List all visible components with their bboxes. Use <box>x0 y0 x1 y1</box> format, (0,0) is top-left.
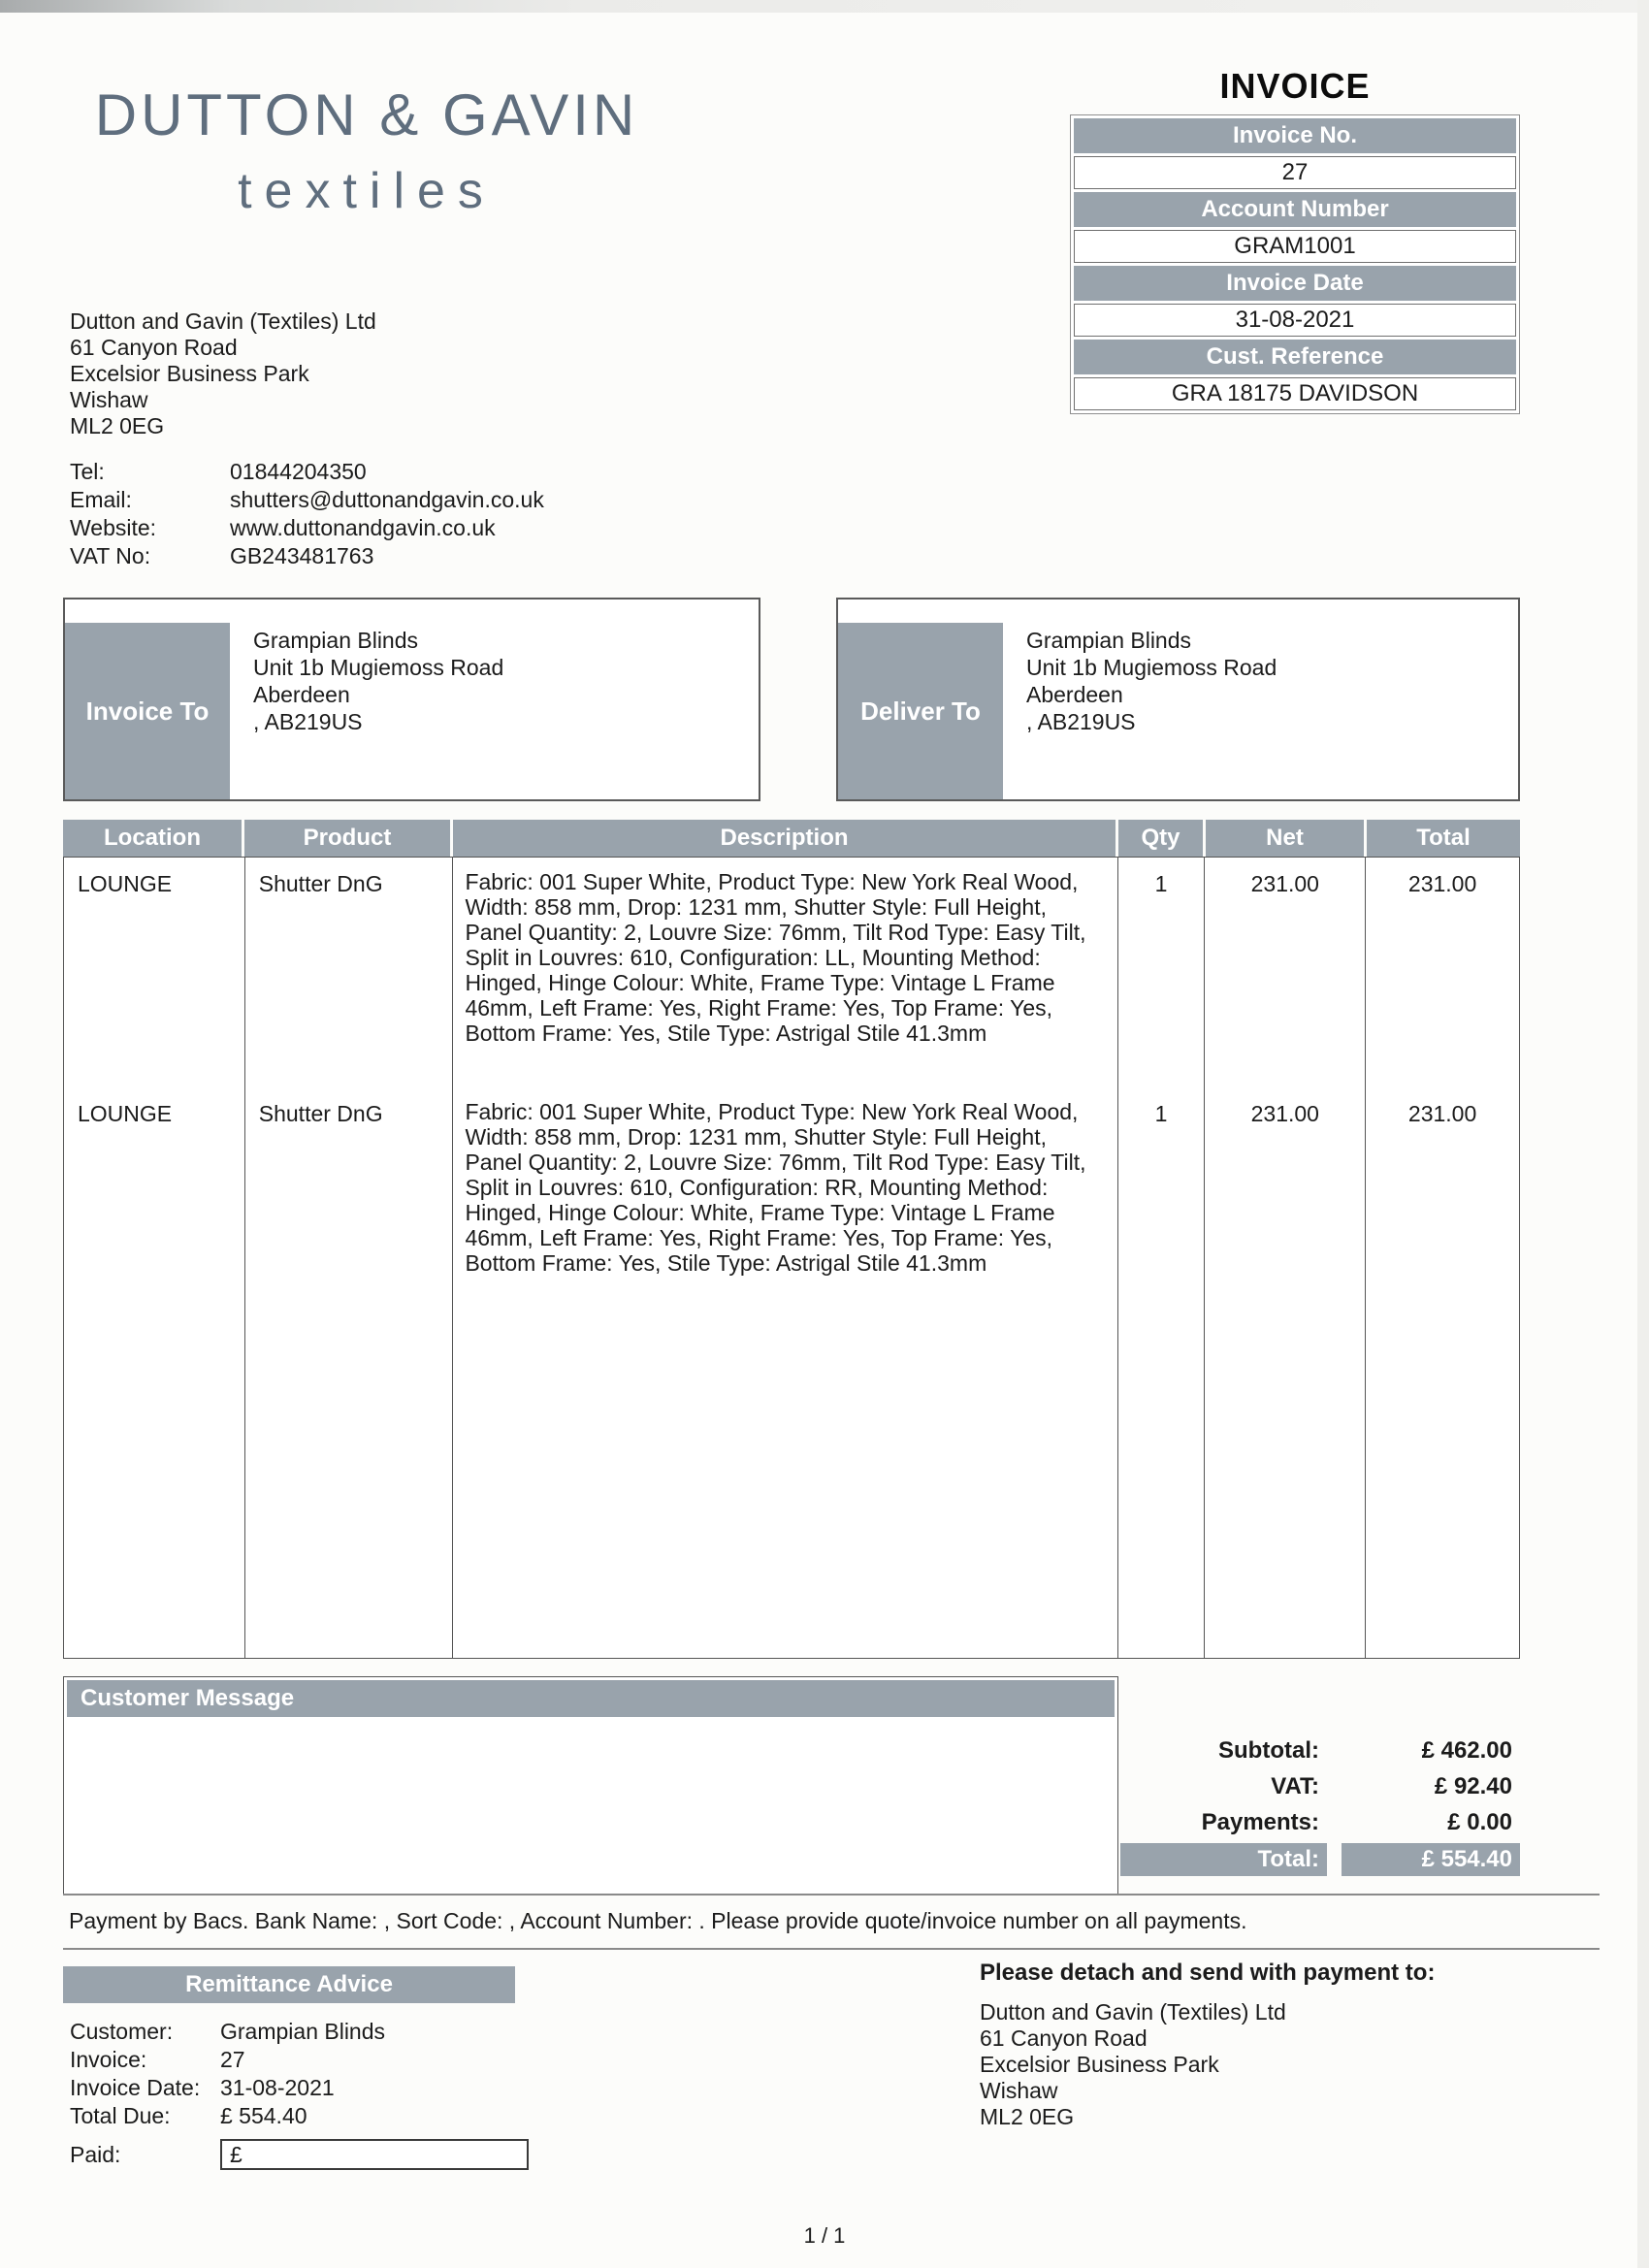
deliver-to-tag: Deliver To <box>838 623 1003 799</box>
remit-customer-label: Customer: <box>70 2019 174 2044</box>
remit-total-due-row <box>70 2102 529 2130</box>
scan-edge-artifact-right <box>1637 0 1649 2268</box>
detach-address-line: Dutton and Gavin (Textiles) Ltd <box>980 1999 1286 2025</box>
website-label: Website: <box>70 515 157 540</box>
company-address-line: Wishaw <box>70 387 148 412</box>
item-2-location: LOUNGE <box>78 1101 173 1126</box>
email-value: shutters@duttonandgavin.co.uk <box>230 487 544 512</box>
customer-message-header: Customer Message <box>67 1680 1115 1717</box>
vat-value: GB243481763 <box>230 543 374 568</box>
vat-label: VAT No: <box>70 543 151 568</box>
invoice-to-line: Aberdeen <box>253 682 350 707</box>
invoice-no-value: 27 <box>1074 156 1516 189</box>
invoice-to-line: Unit 1b Mugiemoss Road <box>253 655 504 680</box>
detach-block <box>980 1960 1435 2130</box>
item-2-product: Shutter DnG <box>258 1101 383 1126</box>
company-name: Dutton and Gavin (Textiles) Ltd <box>70 308 376 334</box>
customer-message-text <box>64 1720 1117 1735</box>
vat-row <box>1120 1768 1520 1804</box>
totals-block <box>1120 1733 1520 1879</box>
item-1-product: Shutter DnG <box>258 871 383 896</box>
column-qty <box>1118 858 1206 1658</box>
detach-address-line: ML2 0EG <box>980 2104 1075 2129</box>
email-label: Email: <box>70 487 132 512</box>
remit-invoice-date-label: Invoice Date: <box>70 2075 201 2100</box>
vat-total-value: £ 92.40 <box>1434 1772 1512 1799</box>
account-number-value: GRAM1001 <box>1074 230 1516 263</box>
remittance-advice-header: Remittance Advice <box>63 1966 515 2003</box>
grand-total-value: £ 554.40 <box>1342 1843 1520 1876</box>
col-header-location: Location <box>63 820 244 857</box>
remit-total-due-value: £ 554.40 <box>220 2103 307 2128</box>
invoice-date-label: Invoice Date <box>1074 266 1516 301</box>
col-header-product: Product <box>244 820 453 857</box>
item-1-location: LOUNGE <box>78 871 173 896</box>
invoice-meta-table <box>1070 114 1520 414</box>
remit-total-due-label: Total Due: <box>70 2103 171 2128</box>
customer-message-box <box>63 1676 1118 1895</box>
item-1-net: 231.00 <box>1250 871 1319 896</box>
column-location <box>64 858 245 1658</box>
payments-row <box>1120 1804 1520 1840</box>
logo-line-2: textiles <box>238 163 496 219</box>
contact-row-email <box>70 486 544 514</box>
payments-value: £ 0.00 <box>1447 1808 1512 1835</box>
column-description <box>453 858 1117 1658</box>
col-header-qty: Qty <box>1118 820 1206 857</box>
invoice-to-tag: Invoice To <box>65 623 230 799</box>
column-net <box>1205 858 1366 1658</box>
company-address-block <box>70 308 376 439</box>
subtotal-value: £ 462.00 <box>1421 1736 1512 1764</box>
cust-reference-value: GRA 18175 DAVIDSON <box>1074 377 1516 410</box>
col-header-total: Total <box>1367 820 1520 857</box>
detach-title: Please detach and send with payment to: <box>980 1960 1436 1986</box>
paid-input-box <box>220 2139 529 2170</box>
account-number-label: Account Number <box>1074 192 1516 227</box>
col-header-description: Description <box>453 820 1118 857</box>
remit-invoice-row <box>70 2046 529 2074</box>
remit-customer-value: Grampian Blinds <box>220 2019 386 2044</box>
detach-address-line: 61 Canyon Road <box>980 2025 1148 2051</box>
company-address-line: 61 Canyon Road <box>70 335 238 360</box>
line-items-table <box>63 820 1520 1659</box>
remit-invoice-label: Invoice: <box>70 2047 147 2072</box>
remittance-fields <box>70 2018 529 2171</box>
column-product <box>245 858 454 1658</box>
logo-line-1: DUTTON & GAVIN <box>94 82 639 147</box>
deliver-to-line: Unit 1b Mugiemoss Road <box>1026 655 1277 680</box>
deliver-to-line: , AB219US <box>1026 709 1136 734</box>
column-total <box>1366 858 1519 1658</box>
item-1-qty: 1 <box>1154 871 1168 896</box>
item-1-description: Fabric: 001 Super White, Product Type: New York Real Wood, Width: 858 mm, Drop: 1231 mm, Shutter Style: Full Height, Panel Quantity: 2, Louvre Size: 76mm, Tilt Rod Type: Easy Tilt, Split in Louvres: 610, Configuration: LL, Mounting Method: Hinged, Hinge Colour: White, Frame Type: Vintage L Frame 46mm, Left Frame: Yes, Right Frame: Yes, Top Frame: Yes, Bottom Frame: Yes, Stile Type: Astrigal Stile 41.3mm <box>465 869 1086 1046</box>
deliver-to-address <box>1026 627 1277 735</box>
paid-row <box>70 2138 529 2171</box>
subtotal-label: Subtotal: <box>1218 1736 1319 1764</box>
remit-customer-row <box>70 2018 529 2046</box>
invoice-no-label: Invoice No. <box>1074 118 1516 153</box>
contact-row-vat <box>70 542 544 570</box>
item-2-description: Fabric: 001 Super White, Product Type: New York Real Wood, Width: 858 mm, Drop: 1231 mm, Shutter Style: Full Height, Panel Quantity: 2, Louvre Size: 76mm, Tilt Rod Type: Easy Tilt, Split in Louvres: 610, Configuration: RR, Mounting Method: Hinged, Hinge Colour: White, Frame Type: Vintage L Frame 46mm, Left Frame: Yes, Right Frame: Yes, Top Frame: Yes, Bottom Frame: Yes, Stile Type: Astrigal Stile 41.3mm <box>465 1099 1086 1276</box>
company-logo <box>76 81 658 220</box>
invoice-title: INVOICE <box>1219 66 1371 106</box>
item-1-total: 231.00 <box>1407 871 1477 896</box>
invoice-to-line: , AB219US <box>253 709 363 734</box>
remit-invoice-date-row <box>70 2074 529 2102</box>
invoice-to-box <box>63 598 760 801</box>
paid-label: Paid: <box>70 2141 121 2167</box>
tel-label: Tel: <box>70 459 105 484</box>
company-address-line: ML2 0EG <box>70 413 165 438</box>
item-2-qty: 1 <box>1154 1101 1168 1126</box>
company-address-line: Excelsior Business Park <box>70 361 309 386</box>
deliver-to-line: Grampian Blinds <box>1026 628 1192 653</box>
cust-reference-label: Cust. Reference <box>1074 340 1516 374</box>
grand-total-label: Total: <box>1120 1843 1327 1876</box>
detach-address-line: Wishaw <box>980 2078 1058 2103</box>
deliver-to-line: Aberdeen <box>1026 682 1123 707</box>
col-header-net: Net <box>1206 820 1367 857</box>
subtotal-row <box>1120 1733 1520 1768</box>
contact-block <box>70 458 544 570</box>
contact-row-website <box>70 514 544 542</box>
items-header-row <box>63 820 1520 857</box>
detach-address-line: Excelsior Business Park <box>980 2052 1219 2077</box>
payments-label: Payments: <box>1201 1808 1319 1835</box>
remit-invoice-value: 27 <box>220 2047 245 2072</box>
payment-instructions: Payment by Bacs. Bank Name: , Sort Code: , Account Number: . Please provide quote/invoice number on all payments. <box>63 1894 1600 1950</box>
deliver-to-box <box>836 598 1520 801</box>
vat-total-label: VAT: <box>1271 1772 1319 1799</box>
website-value: www.duttonandgavin.co.uk <box>230 515 496 540</box>
invoice-to-line: Grampian Blinds <box>253 628 419 653</box>
currency-symbol: £ <box>230 2142 242 2167</box>
grand-total-row <box>1120 1840 1520 1879</box>
invoice-to-address <box>253 627 503 735</box>
scan-edge-artifact <box>0 0 1649 13</box>
invoice-date-value: 31-08-2021 <box>1074 304 1516 337</box>
item-2-net: 231.00 <box>1250 1101 1319 1126</box>
tel-value: 01844204350 <box>230 459 367 484</box>
items-body <box>63 857 1520 1659</box>
remit-invoice-date-value: 31-08-2021 <box>220 2075 335 2100</box>
page-number: 1 / 1 <box>803 2223 846 2248</box>
item-2-total: 231.00 <box>1407 1101 1477 1126</box>
contact-row-tel <box>70 458 544 486</box>
